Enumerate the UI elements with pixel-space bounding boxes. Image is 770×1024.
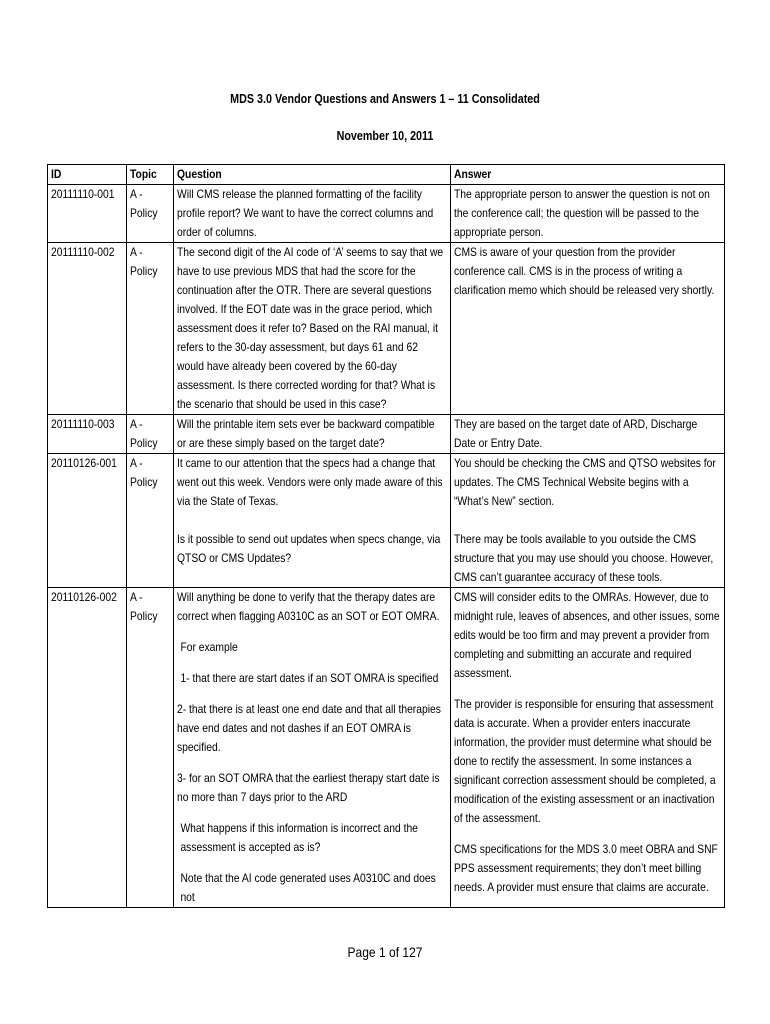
column-header-id: ID — [48, 165, 127, 185]
answer-text: CMS specifications for the MDS 3.0 meet OBRA and SNF PPS assessment requirements; they don’t meet billing needs. A provider must ensure that claims are accurate. — [454, 842, 718, 894]
question-text: The second digit of the AI code of ‘A’ seems to say that we have to use previous MDS that had the score for the continuation after the OTR. There are several questions involved. If the EOT date was in the grace period, which assessment does it refer to? Based on the RAI manual, it refers to the 30-day assessment, but days 61 and 62 would have already been covered by the 60-day assessment. Is there corrected wording for that? What is the scenario that should be used in this case? — [177, 245, 444, 411]
row-topic-cell: A - Policy — [127, 588, 174, 908]
question-text: 1- that there are start dates if an SOT OMRA is specified — [180, 671, 439, 685]
answer-text: CMS will consider edits to the OMRAs. However, due to midnight rule, leaves of absences, and other issues, some edits would be too firm and may prevent a provider from completing and submitting an accurate and required assessment. — [454, 590, 720, 680]
row-id-cell: 20111110-002 — [48, 243, 127, 415]
answer-text: The provider is responsible for ensuring that assessment data is accurate. When a provider enters inaccurate information, the provider must determine what should be done to rectify the assessment. In some instances a significant correction assessment should be completed, a modification of the existing assessment or an inactivation of the assessment. — [454, 697, 716, 825]
row-answer-cell — [451, 588, 725, 908]
question-text: Will CMS release the planned formatting of the facility profile report? We want to have the correct columns and order of columns. — [177, 187, 434, 239]
table-row — [48, 454, 725, 588]
row-topic-cell: A - Policy — [127, 415, 174, 454]
row-question-cell — [174, 454, 451, 588]
table-row — [48, 415, 725, 454]
row-id-cell: 20110126-002 — [48, 588, 127, 908]
row-id-cell: 20111110-001 — [48, 185, 127, 243]
question-text: Will anything be done to verify that the therapy dates are correct when flagging A0310C as an SOT or EOT OMRA. — [177, 590, 440, 623]
page-number: Page 1 of 127 — [347, 944, 423, 960]
question-text: 2- that there is at least one end date and that all therapies have end dates and not dashes if an EOT OMRA is specified. — [177, 702, 441, 754]
row-topic-cell: A - Policy — [127, 243, 174, 415]
answer-text: The appropriate person to answer the question is not on the conference call; the question will be passed to the appropriate person. — [454, 187, 710, 239]
row-question-cell — [174, 243, 451, 415]
table-row — [48, 243, 725, 415]
row-answer-cell — [451, 243, 725, 415]
row-answer-cell — [451, 415, 725, 454]
question-text: 3- for an SOT OMRA that the earliest therapy start date is no more than 7 days prior to the ARD — [177, 771, 440, 804]
question-text: For example — [180, 640, 238, 654]
qa-table — [47, 164, 725, 908]
question-text: It came to our attention that the specs had a change that went out this week. Vendors were only made aware of this via the State of Texas. — [177, 456, 443, 508]
table-row — [48, 588, 725, 908]
row-topic-cell: A - Policy — [127, 454, 174, 588]
row-topic-cell: A - Policy — [127, 185, 174, 243]
document-date: November 10, 2011 — [336, 129, 434, 143]
row-question-cell — [174, 185, 451, 243]
answer-text: There may be tools available to you outside the CMS structure that you may use should you choose. However, CMS can’t guarantee accuracy of these tools. — [454, 532, 714, 584]
question-text: Is it possible to send out updates when specs change, via QTSO or CMS Updates? — [177, 532, 441, 565]
table-header-row — [48, 165, 725, 185]
row-answer-cell — [451, 185, 725, 243]
row-id-cell: 20110126-001 — [48, 454, 127, 588]
document-title: MDS 3.0 Vendor Questions and Answers 1 – 11 Consolidated — [230, 92, 540, 106]
answer-text: They are based on the target date of ARD, Discharge Date or Entry Date. — [454, 417, 698, 450]
row-id-cell: 20111110-003 — [48, 415, 127, 454]
table-row — [48, 185, 725, 243]
column-header-question: Question — [174, 165, 451, 185]
row-answer-cell — [451, 454, 725, 588]
question-text: Note that the AI code generated uses A0310C and does not — [180, 871, 436, 904]
answer-text: CMS is aware of your question from the provider conference call. CMS is in the process of writing a clarification memo which should be released very shortly. — [454, 245, 715, 297]
row-question-cell — [174, 415, 451, 454]
column-header-topic: Topic — [127, 165, 174, 185]
question-text: What happens if this information is incorrect and the assessment is accepted as is? — [180, 821, 418, 854]
column-header-answer: Answer — [451, 165, 725, 185]
answer-text: You should be checking the CMS and QTSO websites for updates. The CMS Technical Website begins with a “What’s New” section. — [454, 456, 716, 508]
question-text: Will the printable item sets ever be backward compatible or are these simply based on the target date? — [177, 417, 435, 450]
row-question-cell — [174, 588, 451, 908]
